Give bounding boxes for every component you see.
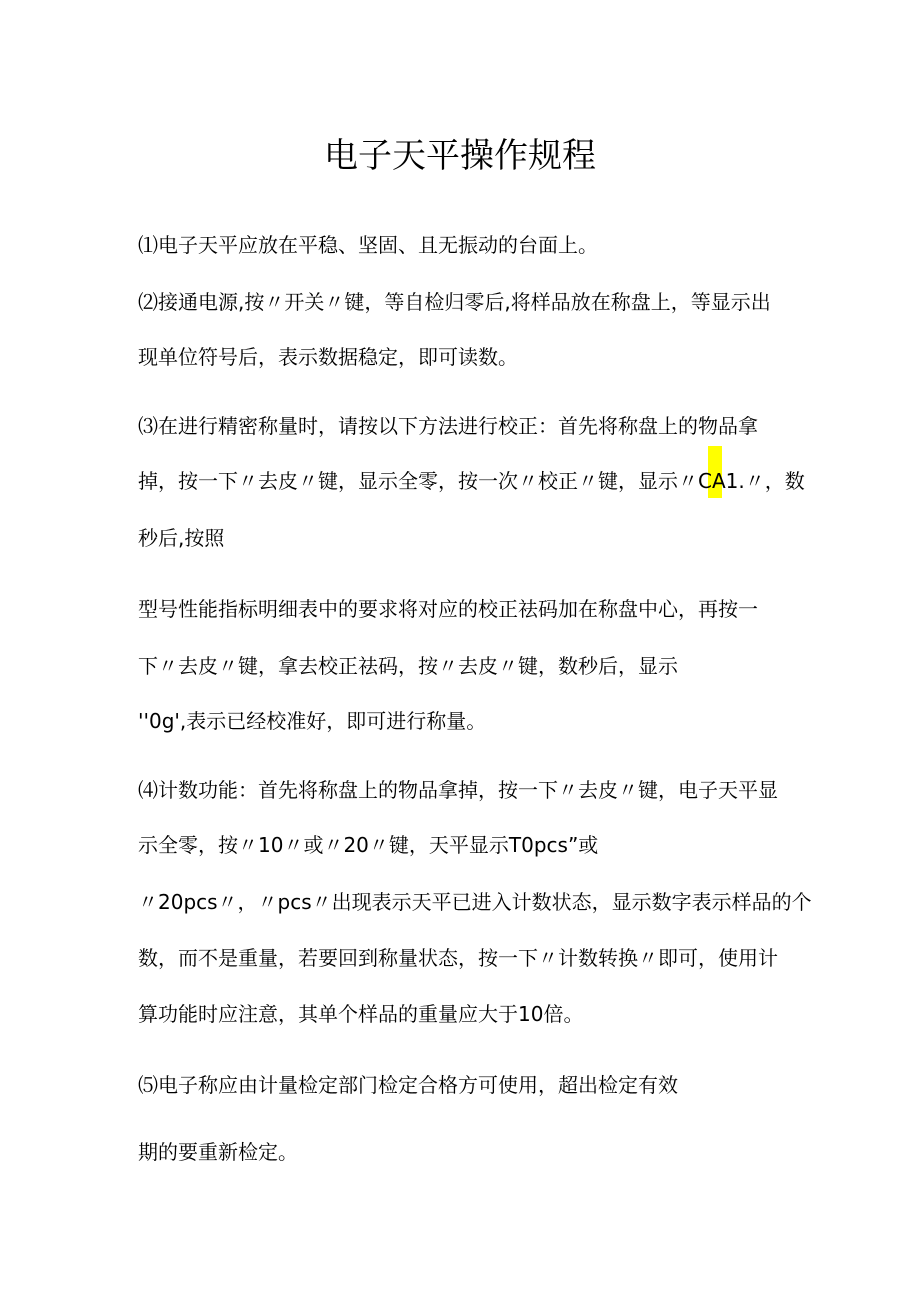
paragraph-line: ⑷计数功能：首先将称盘上的物品拿掉，按一下〃去皮〃键，电子天平显 [138,778,778,802]
paragraph-line: 掉，按一下〃去皮〃键，显示全零，按一次〃校正〃键，显示〃CA1.〃，数 [138,469,805,493]
paragraph-line: 〃20pcs〃，〃pcs〃出现表示天平已进入计数状态，显示数字表示样品的个 [138,890,812,914]
paragraph-line: ''0g',表示已经校准好，即可进行称量。 [138,709,487,733]
paragraph-line: ⑵接通电源,按〃开关〃键，等自检归零后,将样品放在称盘上，等显示出 [138,290,771,314]
paragraph-line: ⑸电子称应由计量检定部门检定合格方可使用，超出检定有效 [138,1073,678,1097]
paragraph-line: ⑶在进行精密称量时，请按以下方法进行校正：首先将称盘上的物品拿 [138,414,758,438]
paragraph-line: 数，而不是重量，若要回到称量状态，按一下〃计数转换〃即可，使用计 [138,946,778,970]
paragraph-line: 示全零，按〃10〃或〃20〃键，天平显示T0pcs”或 [138,833,599,857]
paragraph-line: 现单位符号后，表示数据稳定，即可读数。 [138,345,518,369]
paragraph-line: 秒后,按照 [138,526,225,550]
paragraph-line: 下〃去皮〃键，拿去校正祛码，按〃去皮〃键，数秒后，显示 [138,654,678,678]
paragraph-line: 期的要重新检定。 [138,1140,298,1164]
paragraph-line: 算功能时应注意，其单个样品的重量应大于10倍。 [138,1002,584,1026]
paragraph-line: 型号性能指标明细表中的要求将对应的校正祛码加在称盘中心，再按一 [138,597,758,621]
paragraph-line: ⑴电子天平应放在平稳、坚固、且无振动的台面上。 [138,233,598,257]
document-title: 电子天平操作规程 [324,136,596,176]
